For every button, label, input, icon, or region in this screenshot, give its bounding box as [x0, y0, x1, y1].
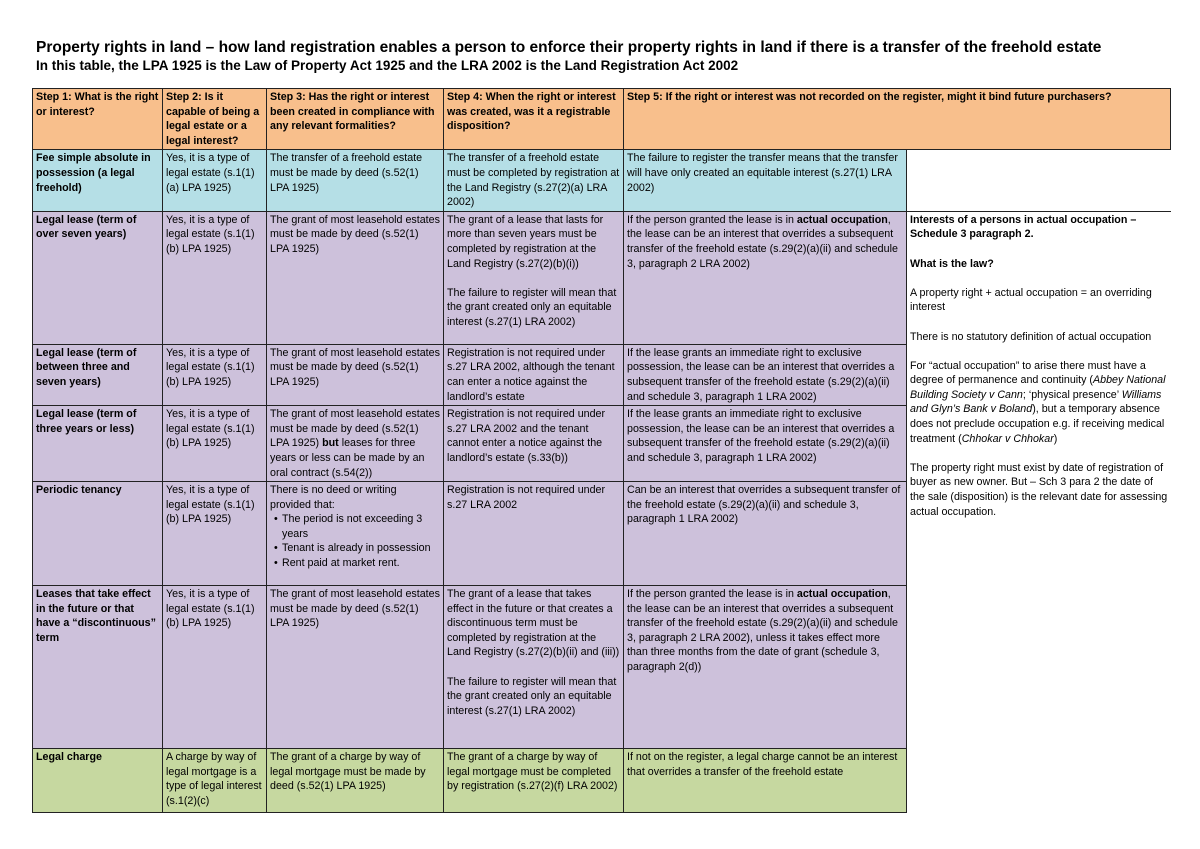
cell-right: Leases that take effect in the future or that have a “discontinuous” term: [33, 586, 163, 749]
cell-right: Periodic tenancy: [33, 482, 163, 586]
cell-bind-purchasers: Can be an interest that overrides a subsequent transfer of the freehold estate (s.29(2)(a)(ii) and schedule 3, paragraph 1 LRA 2002): [624, 482, 907, 586]
notes-paragraph-4: The property right must exist by date of registration of buyer as new owner. But – Sch 3 para 2 the date of the sale (disposition) is the relevant date for assessing actual occupation.: [910, 461, 1168, 518]
header-step1: Step 1: What is the right or interest?: [33, 89, 163, 150]
notes-heading: Interests of a persons in actual occupation – Schedule 3 paragraph 2.: [910, 213, 1137, 241]
cell-capable: Yes, it is a type of legal estate (s.1(1)(b) LPA 1925): [163, 406, 267, 482]
property-rights-table: [32, 88, 1171, 813]
cell-capable: Yes, it is a type of legal estate (s.1(1)(b) LPA 1925): [163, 211, 267, 344]
header-step2: Step 2: Is it capable of being a legal estate or a legal interest?: [163, 89, 267, 150]
header-step3: Step 3: Has the right or interest been created in compliance with any relevant formalities?: [267, 89, 444, 150]
cell-formalities: The grant of most leasehold estates must be made by deed (s.52(1) LPA 1925): [267, 586, 444, 749]
cell-registrable: The transfer of a freehold estate must be completed by registration at the Land Registry (s.27(2)(a) LRA 2002): [444, 150, 624, 211]
page-title: Property rights in land – how land registration enables a person to enforce their property rights in land if there is a transfer of the freehold estate: [36, 39, 1102, 56]
case-name: Abbey National Building Society v Cann: [910, 374, 1166, 401]
header-row: [33, 89, 1171, 150]
text-segment: If the person granted the lease is in: [627, 213, 797, 226]
cell-formalities: [267, 482, 444, 586]
notes-question: What is the law?: [910, 257, 994, 270]
cell-registrable: [444, 586, 624, 749]
cell-bind-purchasers: [624, 586, 907, 749]
cell-capable: A charge by way of legal mortgage is a type of legal interest (s.1(2)(c): [163, 749, 267, 813]
cell-registrable: [444, 211, 624, 344]
actual-occupation-text: actual occupation: [796, 588, 888, 601]
cell-capable: Yes, it is a type of legal estate (s.1(1)(b) LPA 1925): [163, 482, 267, 586]
text-segment: For “actual occupation” to arise there must have a degree of permanence and continuity (: [910, 359, 1146, 387]
case-name: Chhokar v Chhokar: [961, 432, 1054, 445]
blank-side-cell: [907, 150, 1171, 211]
cell-right: Legal lease (term of over seven years): [33, 211, 163, 344]
text-segment: ): [1053, 432, 1058, 445]
case-name: Williams and Glyn’s Bank v Boland: [910, 388, 1162, 416]
notes-paragraph-1: A property right + actual occupation = an overriding interest: [910, 286, 1152, 314]
list-item: • The period is not exceeding 3 years: [282, 512, 440, 541]
cell-bind-purchasers: If not on the register, a legal charge cannot be an interest that overrides a transfer of the freehold estate: [624, 749, 907, 813]
text-segment: The grant of most leasehold estates must be made by deed (s.52(1) LPA 1925): [270, 408, 440, 450]
failure-text: The failure to register will mean that the grant created only an equitable interest (s.27(1) LRA 2002): [447, 675, 617, 717]
cell-formalities: The transfer of a freehold estate must be made by deed (s.52(1) LPA 1925): [267, 150, 444, 211]
cell-right: Legal lease (term of three years or less): [33, 406, 163, 482]
cell-capable: Yes, it is a type of legal estate (s.1(1)(b) LPA 1925): [163, 344, 267, 405]
cell-bind-purchasers: If the lease grants an immediate right to exclusive possession, the lease can be an interest that overrides a subsequent transfer of the freehold estate (s.29(2)(a)(ii) and schedule 3, paragraph 1 LRA 2002): [624, 344, 907, 405]
registration-text: The grant of a lease that lasts for more than seven years must be completed by registration at the Land Registry (s.27(2)(b)(i)): [447, 213, 604, 270]
cell-capable: Yes, it is a type of legal estate (s.1(1)(a) LPA 1925): [163, 150, 267, 211]
formalities-intro: There is no deed or writing provided that:: [270, 484, 397, 511]
cell-formalities: The grant of most leasehold estates must be made by deed (s.52(1) LPA 1925): [267, 344, 444, 405]
list-item: • Tenant is already in possession: [282, 541, 440, 556]
header-step5: Step 5: If the right or interest was not recorded on the register, might it bind future purchasers?: [624, 89, 1171, 150]
cell-registrable: Registration is not required under s.27 LRA 2002: [444, 482, 624, 586]
failure-text: The failure to register will mean that the grant created only an equitable interest (s.27(1) LRA 2002): [447, 286, 617, 328]
cell-bind-purchasers: [624, 211, 907, 344]
cell-formalities: [267, 406, 444, 482]
notes-paragraph-3: [910, 359, 1168, 447]
cell-right: Fee simple absolute in possession (a legal freehold): [33, 150, 163, 211]
text-segment: , the lease can be an interest that overrides a subsequent transfer of the freehold estate (s.29(2)(a)(ii) and schedule 3, paragraph 2 LRA 2002), unless it takes effect more than three months from the date of grant (schedule 3, paragraph 2(d)): [627, 588, 898, 674]
cell-formalities: The grant of a charge by way of legal mortgage must be made by deed (s.52(1) LPA 1925): [267, 749, 444, 813]
header-step4: Step 4: When the right or interest was created, was it a registrable disposition?: [444, 89, 624, 150]
list-item: • Rent paid at market rent.: [282, 556, 440, 571]
actual-occupation-notes: [907, 211, 1171, 812]
cell-capable: Yes, it is a type of legal estate (s.1(1)(b) LPA 1925): [163, 586, 267, 749]
conditions-list: [270, 512, 440, 570]
actual-occupation-text: actual occupation: [796, 213, 888, 226]
registration-text: The grant of a lease that takes effect in the future or that creates a discontinuous term must be completed by registration at the Land Registry (s.27(2)(b)(ii) and (iii)): [447, 588, 620, 659]
cell-formalities: The grant of most leasehold estates must be made by deed (s.52(1) LPA 1925): [267, 211, 444, 344]
cell-right: Legal charge: [33, 749, 163, 813]
text-segment: ; ‘physical presence’: [1022, 388, 1122, 401]
notes-paragraph-2: There is no statutory definition of actual occupation: [910, 330, 1152, 343]
page-subtitle: In this table, the LPA 1925 is the Law of Property Act 1925 and the LRA 2002 is the Land Registration Act 2002: [36, 58, 739, 73]
cell-registrable: Registration is not required under s.27 LRA 2002 and the tenant cannot enter a notice against the landlord’s estate (s.33(b)): [444, 406, 624, 482]
table-row-fee-simple: [33, 150, 1171, 211]
cell-bind-purchasers: The failure to register the transfer means that the transfer will have only created an equitable interest (s.27(1) LRA 2002): [624, 150, 907, 211]
text-segment: If the person granted the lease is in: [627, 588, 797, 601]
text-segment: , the lease can be an interest that overrides a subsequent transfer of the freehold estate (s.29(2)(a)(ii) and schedule 3, paragraph 2 LRA 2002): [627, 213, 898, 270]
cell-registrable: Registration is not required under s.27 LRA 2002, although the tenant can enter a notice against the landlord’s estate: [444, 344, 624, 405]
cell-right: Legal lease (term of between three and seven years): [33, 344, 163, 405]
text-segment: ), but a temporary absence does not preclude occupation e.g. if receiving medical treatment (: [910, 403, 1165, 445]
text-segment: leases for three years or less can be made by an oral contract (s.54(2)): [270, 437, 425, 479]
table-row-lease-over-seven: [33, 211, 1171, 344]
cell-bind-purchasers: If the lease grants an immediate right to exclusive possession, the lease can be an interest that overrides a subsequent transfer of the freehold estate (s.29(2)(a)(ii) and schedule 3, paragraph 1 LRA 2002): [624, 406, 907, 482]
cell-registrable: The grant of a charge by way of legal mortgage must be completed by registration (s.27(2)(f) LRA 2002): [444, 749, 624, 813]
but-text: but: [322, 437, 339, 450]
